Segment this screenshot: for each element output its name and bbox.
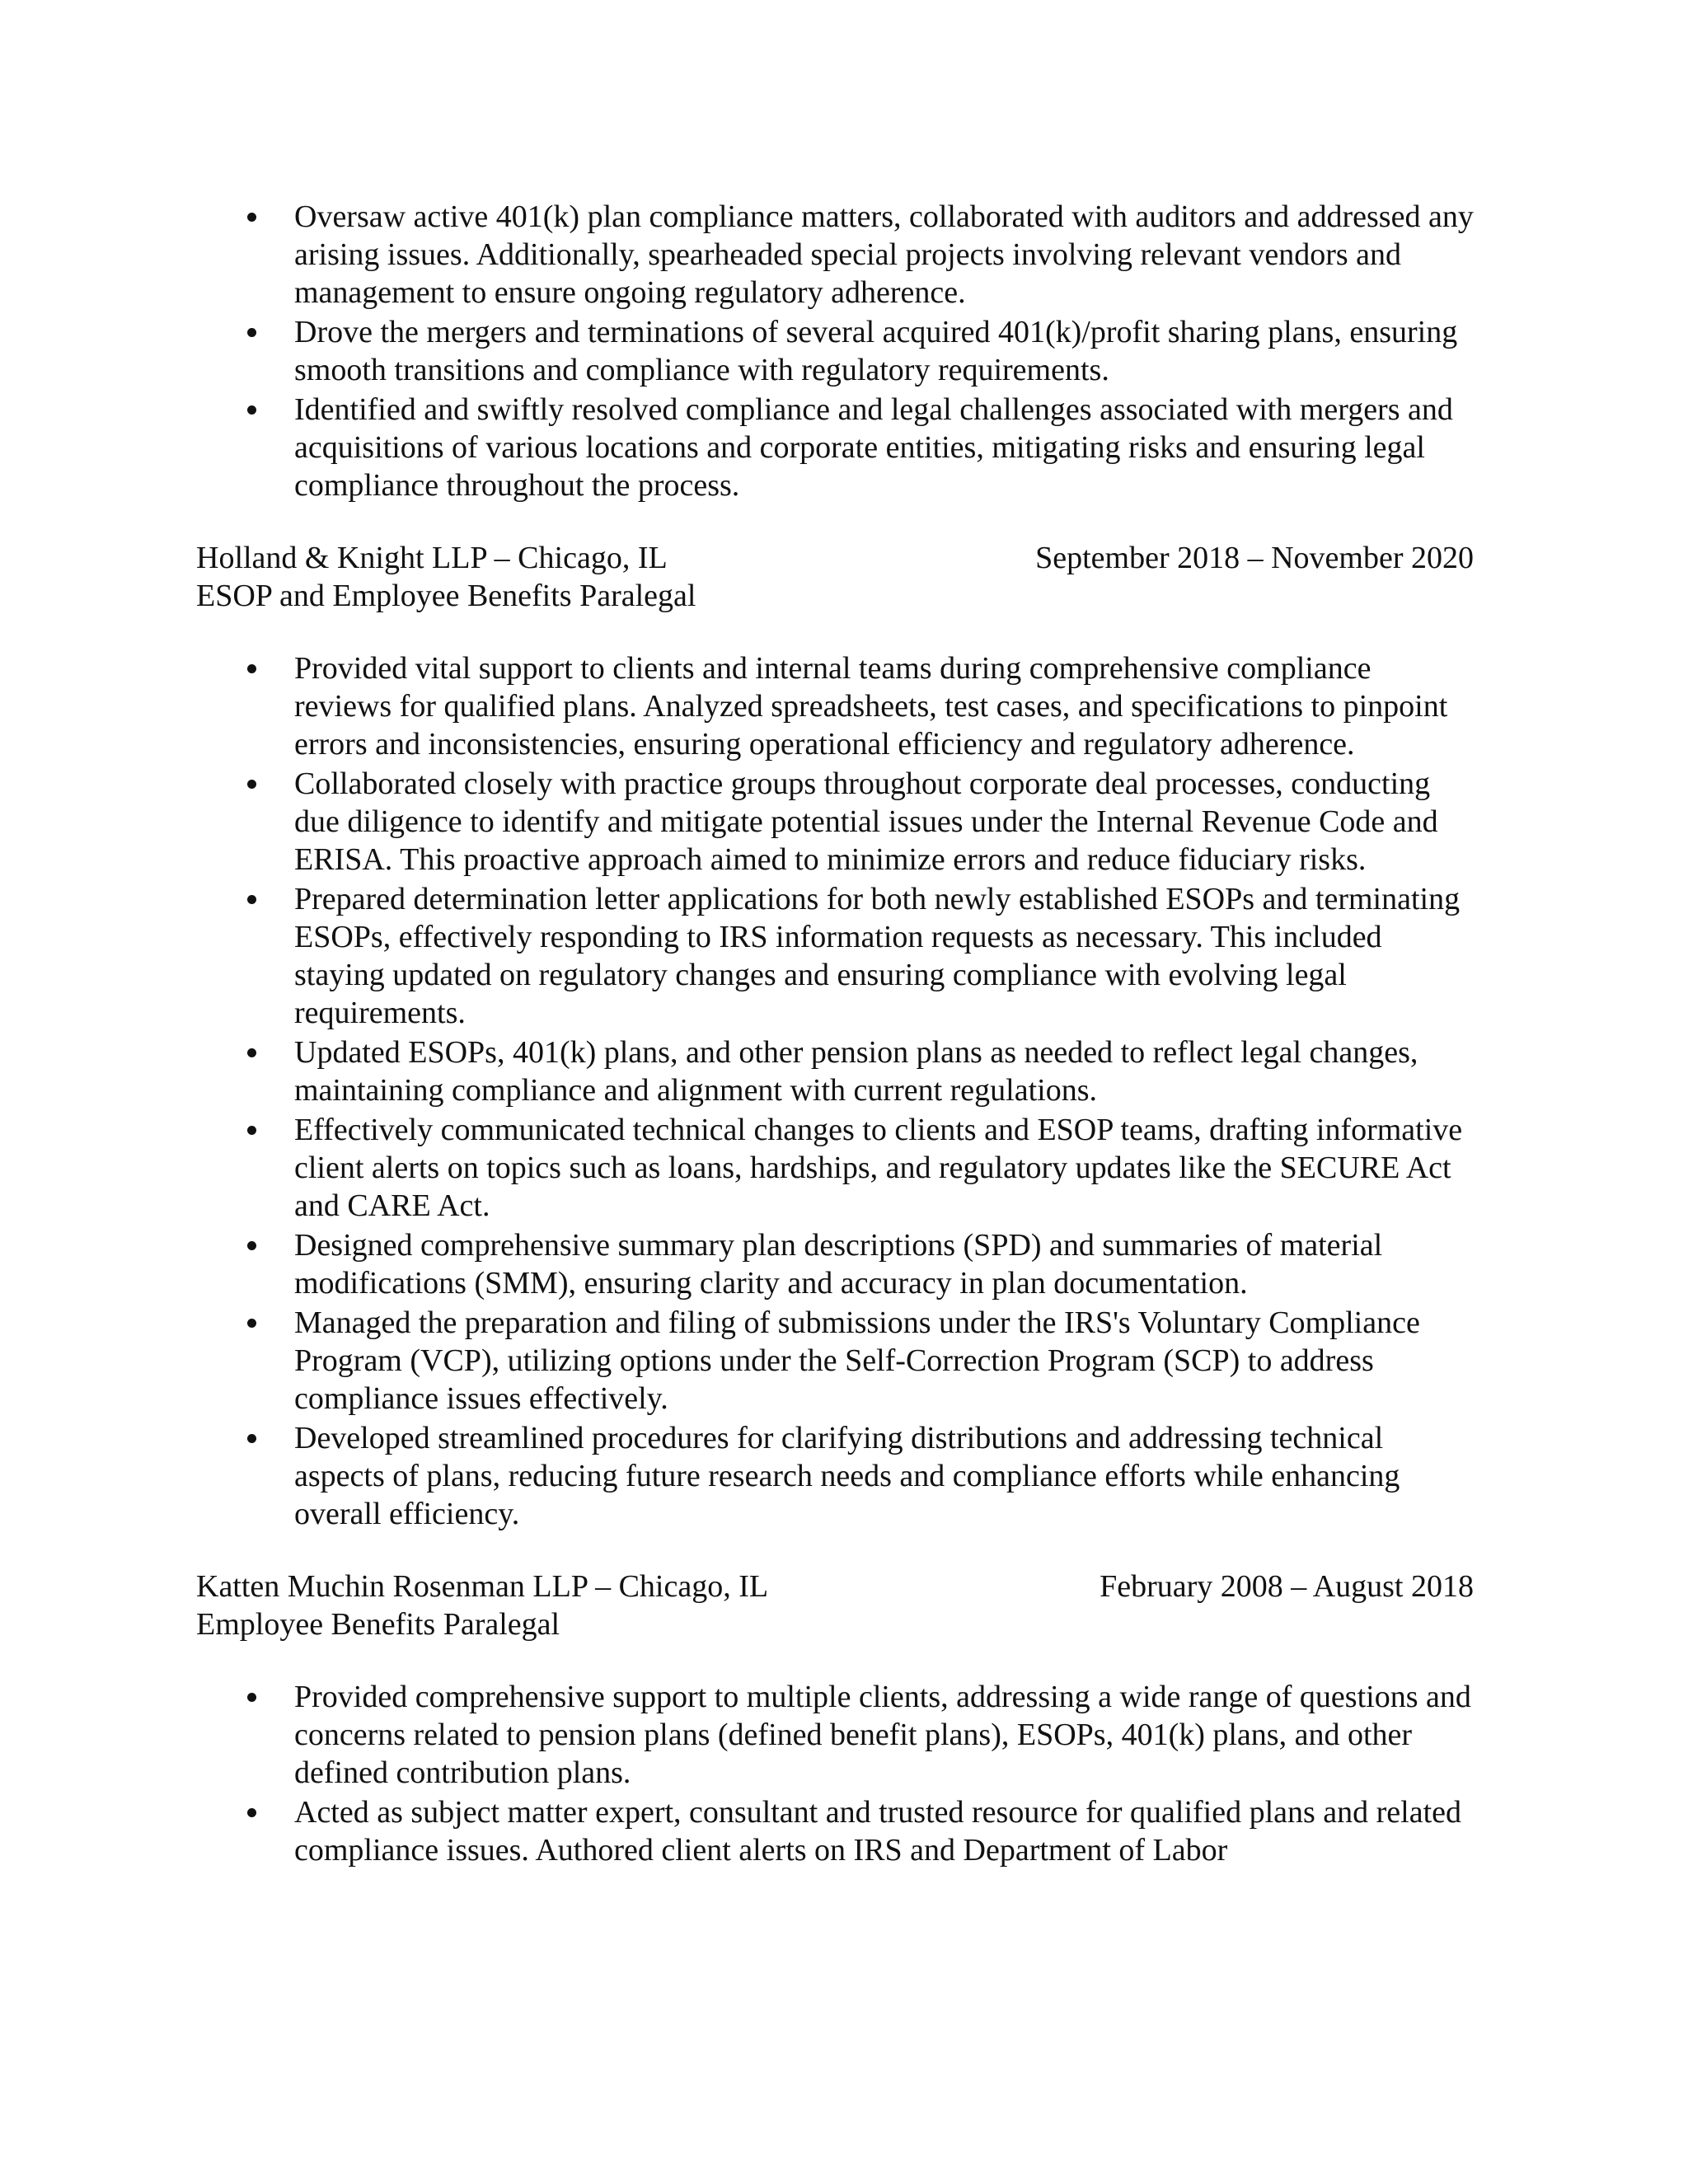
bullet-icon (247, 1319, 256, 1328)
list-item (196, 765, 1474, 879)
bullet-list (196, 649, 1474, 1533)
job-header-holland-knight (196, 539, 1474, 615)
employment-dates: September 2018 – November 2020 (1035, 541, 1474, 575)
resume-page (196, 198, 1474, 1871)
list-item (196, 198, 1474, 312)
list-item (196, 649, 1474, 763)
previous-role-bullets (196, 198, 1474, 504)
katten-muchin-bullets (196, 1678, 1474, 1869)
bullet-text: Acted as subject matter expert, consultant and trusted resource for qualified plans and related compliance issues. Authored client alerts on IRS and Department of Labor (294, 1795, 1462, 1868)
bullet-text: Collaborated closely with practice groups throughout corporate deal processes, conducting due diligence to identify and mitigate potential issues under the Internal Revenue Code and ERISA. This proactive approach aimed to minimize errors and reduce fiduciary risks. (294, 766, 1438, 877)
list-item (196, 1226, 1474, 1302)
bullet-icon (247, 664, 256, 673)
bullet-icon (247, 1693, 256, 1702)
list-item (196, 1304, 1474, 1418)
list-item (196, 1678, 1474, 1792)
bullet-text: Prepared determination letter applications for both newly established ESOPs and terminating ESOPs, effectively responding to IRS information requests as necessary. This included staying updated on regulatory changes and ensuring compliance with evolving legal requirements. (294, 882, 1461, 1030)
list-item (196, 1419, 1474, 1533)
bullet-icon (247, 1434, 256, 1443)
bullet-icon (247, 328, 256, 337)
bullet-icon (247, 213, 256, 222)
bullet-text: Updated ESOPs, 401(k) plans, and other pension plans as needed to reflect legal changes, maintaining compliance and alignment with current regulations. (294, 1035, 1418, 1108)
bullet-list (196, 1678, 1474, 1869)
bullet-icon (247, 1048, 256, 1057)
job-title: ESOP and Employee Benefits Paralegal (196, 579, 696, 613)
bullet-text: Managed the preparation and filing of submissions under the IRS's Voluntary Compliance Program (VCP), utilizing options under the Self-Correction Program (SCP) to address compliance issues effectively. (294, 1305, 1420, 1416)
job-title: Employee Benefits Paralegal (196, 1607, 560, 1642)
bullet-text: Developed streamlined procedures for clarifying distributions and addressing technical aspects of plans, reducing future research needs and compliance efforts while enhancing overall efficiency. (294, 1421, 1400, 1531)
list-item (196, 313, 1474, 389)
list-item (196, 1793, 1474, 1869)
employment-dates: February 2008 – August 2018 (1100, 1569, 1474, 1604)
bullet-icon (247, 780, 256, 789)
holland-knight-bullets (196, 649, 1474, 1533)
bullet-text: Drove the mergers and terminations of several acquired 401(k)/profit sharing plans, ensuring smooth transitions and compliance with regulatory requirements. (294, 315, 1458, 387)
bullet-icon (247, 1241, 256, 1250)
bullet-text: Provided vital support to clients and internal teams during comprehensive compliance reviews for qualified plans. Analyzed spreadsheets, test cases, and specifications to pinpoint errors and inconsistencies, ensuring operational efficiency and regulatory adherence. (294, 651, 1448, 762)
bullet-text: Provided comprehensive support to multiple clients, addressing a wide range of questions and concerns related to pension plans (defined benefit plans), ESOPs, 401(k) plans, and other defined contribution plans. (294, 1680, 1471, 1790)
employer-name: Holland & Knight LLP – Chicago, IL (196, 541, 668, 575)
list-item (196, 880, 1474, 1032)
list-item (196, 391, 1474, 504)
bullet-text: Oversaw active 401(k) plan compliance matters, collaborated with auditors and addressed any arising issues. Additionally, spearheaded special projects involving relevant vendors and management to ensure ongoing regulatory adherence. (294, 199, 1474, 310)
bullet-list (196, 198, 1474, 504)
job-header-katten-muchin (196, 1568, 1474, 1643)
bullet-icon (247, 405, 256, 415)
bullet-text: Identified and swiftly resolved compliance and legal challenges associated with mergers and acquisitions of various locations and corporate entities, mitigating risks and ensuring legal compliance throughout the process. (294, 392, 1453, 503)
bullet-text: Effectively communicated technical changes to clients and ESOP teams, drafting informative client alerts on topics such as loans, hardships, and regulatory updates like the SECURE Act and CARE Act. (294, 1113, 1463, 1223)
list-item (196, 1111, 1474, 1225)
employer-name: Katten Muchin Rosenman LLP – Chicago, IL (196, 1569, 769, 1604)
bullet-text: Designed comprehensive summary plan descriptions (SPD) and summaries of material modifications (SMM), ensuring clarity and accuracy in plan documentation. (294, 1228, 1383, 1301)
bullet-icon (247, 1126, 256, 1135)
bullet-icon (247, 895, 256, 904)
list-item (196, 1033, 1474, 1109)
bullet-icon (247, 1808, 256, 1817)
